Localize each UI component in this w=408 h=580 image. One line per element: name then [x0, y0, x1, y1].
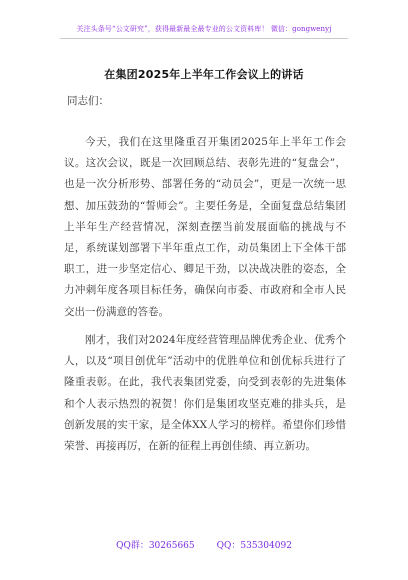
- footer-qq-group: QQ群：30265665: [116, 541, 195, 551]
- header-note: 关注头条号“公文研究”，获得最新最全最专业的公文资料库！ 微信：gongwenyj: [76, 25, 332, 33]
- footer-contact: [0, 538, 408, 551]
- paragraph-1: 今天，我们在这里隆重召开集团2025年上半年工作会议。这次会议，既是一次回顾总结、表彰先进的“复盘会”，也是一次分析形势、部署任务的“动员会”，更是一次统一思想、加压鼓劲的“誓师会”。主要任务是，全面复盘总结集团上半年生产经营情况，深刻查摆当前发展面临的挑战与不足，系统谋划部署下半年重点工作，动员集团上下全体干部职工，进一步坚定信心、卿足干劲，以决战决胜的姿态，全力冲刺年度各项目标任务，确保向市委、市政府和全市人民交出一份满意的答卷。: [64, 136, 346, 318]
- salutation: 同志们：: [67, 95, 109, 107]
- document-title: 在集团2025年上半年工作会议上的讲话: [104, 68, 304, 81]
- footer-qq: QQ：535304092: [216, 541, 292, 551]
- header-divider: [60, 38, 348, 39]
- paragraph-2: 刚才，我们对2024年度经营管理品牌优秀企业、优秀个人，以及“项目创优年”活动中的优胜单位和创优标兵进行了隆重表彰。在此，我代表集团党委，向受到表彰的先进集体和个人表示热烈的祝贺！你们是集团攻坚克难的排头兵，是创新发展的实干家，是全体XX人学习的榜样。希望你们珍惜荣誉、再接再厉，在新的征程上再创佳绩、再立新功。: [64, 334, 346, 453]
